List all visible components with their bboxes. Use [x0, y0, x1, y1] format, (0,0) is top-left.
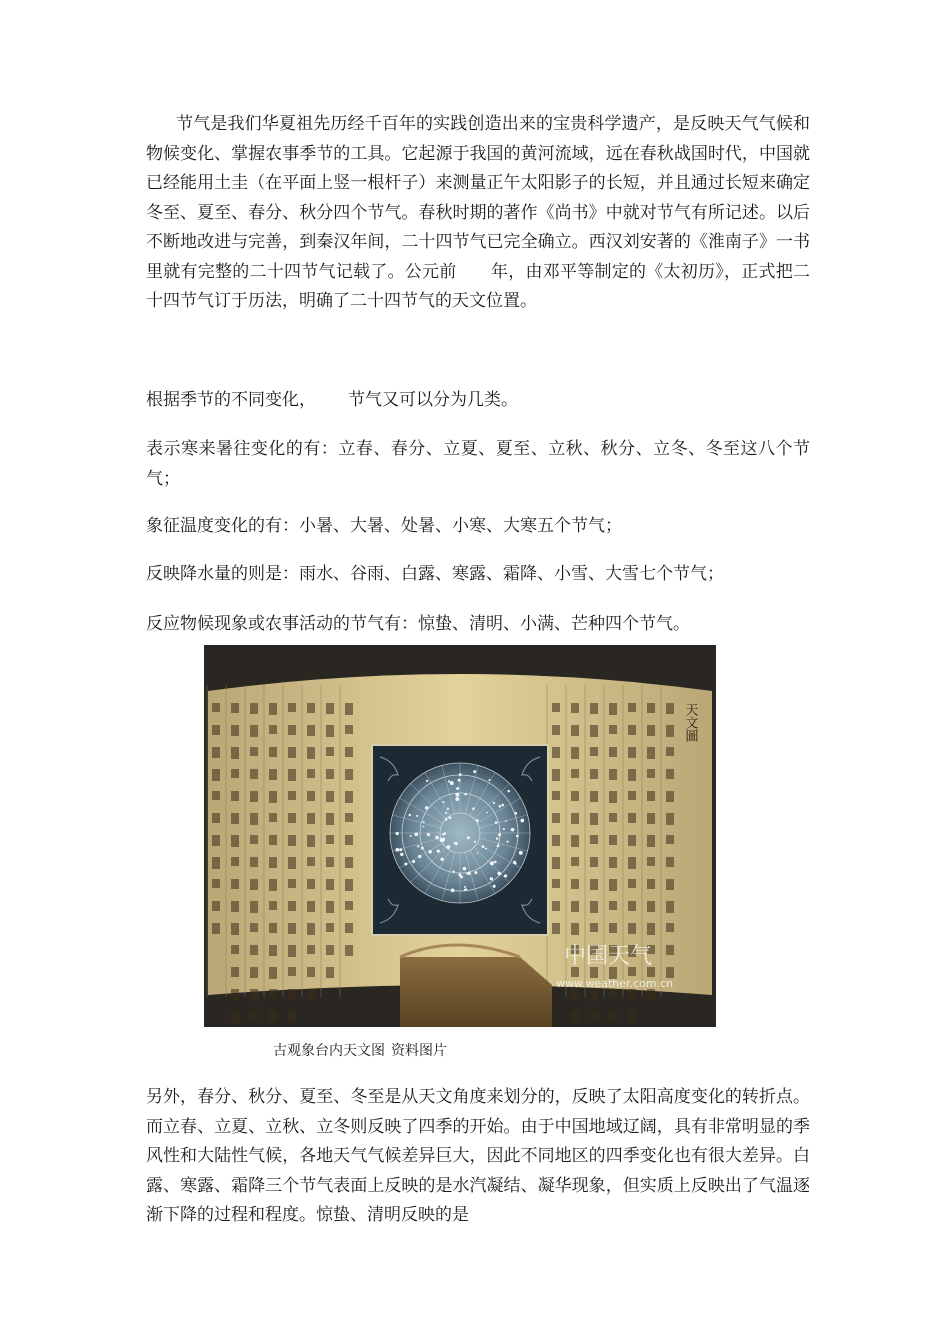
- intro-text: 节气是我们华夏祖先历经千百年的实践创造出来的宝贵科学遗产，是反映天气气候和物候变化、掌握农事季节的工具。它起源于我国的黄河流域，远在春秋战国时代，中国就已经能用土圭（在平面上竖一根杆子）来测量正午太阳影子的长短，并且通过长短来确定冬至、夏至、春分、秋分四个节气。春秋时期的著作《尚书》中就对节气有所记述。以后不断地改进与完善，到秦汉年间，二十四节气已完全确立。西汉刘安著的《淮南子》一书里就有完整的二十四节气记载了。公元前 年，由邓平等制定的《太初历》，正式把二十四节气订于历法，明确了二十四节气的天文位置。: [146, 114, 810, 311]
- watermark-text: 中国天气: [564, 944, 653, 969]
- panel-title: 天文圖: [682, 703, 698, 742]
- category-phenology: 反应物候现象或农事活动的节气有：惊蛰、清明、小满、芒种四个节气。: [146, 614, 690, 634]
- astronomical-chart-photo: [204, 645, 716, 1027]
- figure-caption: [273, 1042, 447, 1060]
- categories-intro-a: 根据季节的不同变化，: [146, 390, 316, 410]
- categories-intro-b: 节气又可以分为几类。: [348, 390, 518, 410]
- category-precipitation: 反映降水量的则是：雨水、谷雨、白露、寒露、霜降、小雪、大雪七个节气；: [146, 564, 724, 584]
- category-seasonal: 表示寒来暑往变化的有：立春、春分、立夏、夏至、立秋、秋分、立冬、冬至这八个节气；: [146, 439, 810, 489]
- watermark-url: www.weather.com.cn: [556, 977, 674, 990]
- outro-paragraph: 另外，春分、秋分、夏至、冬至是从天文角度来划分的，反映了太阳高度变化的转折点。而立春、立夏、立秋、立冬则反映了四季的开始。由于中国地域辽阔，具有非常明显的季风性和大陆性气候，各地天气气候差异巨大，因此不同地区的四季变化也有很大差异。白露、寒露、霜降三个节气表面上反映的是水汽凝结、凝华现象，但实质上反映出了气温逐渐下降的过程和程度。惊蛰、清明反映的是: [146, 1087, 810, 1225]
- category-temperature: 象征温度变化的有：小暑、大暑、处暑、小寒、大寒五个节气；: [146, 516, 622, 536]
- caption-source: 资料图片: [391, 1043, 447, 1059]
- intro-paragraph: [146, 110, 810, 317]
- categories-intro: [146, 386, 810, 416]
- caption-title: 古观象台内天文图: [273, 1043, 385, 1059]
